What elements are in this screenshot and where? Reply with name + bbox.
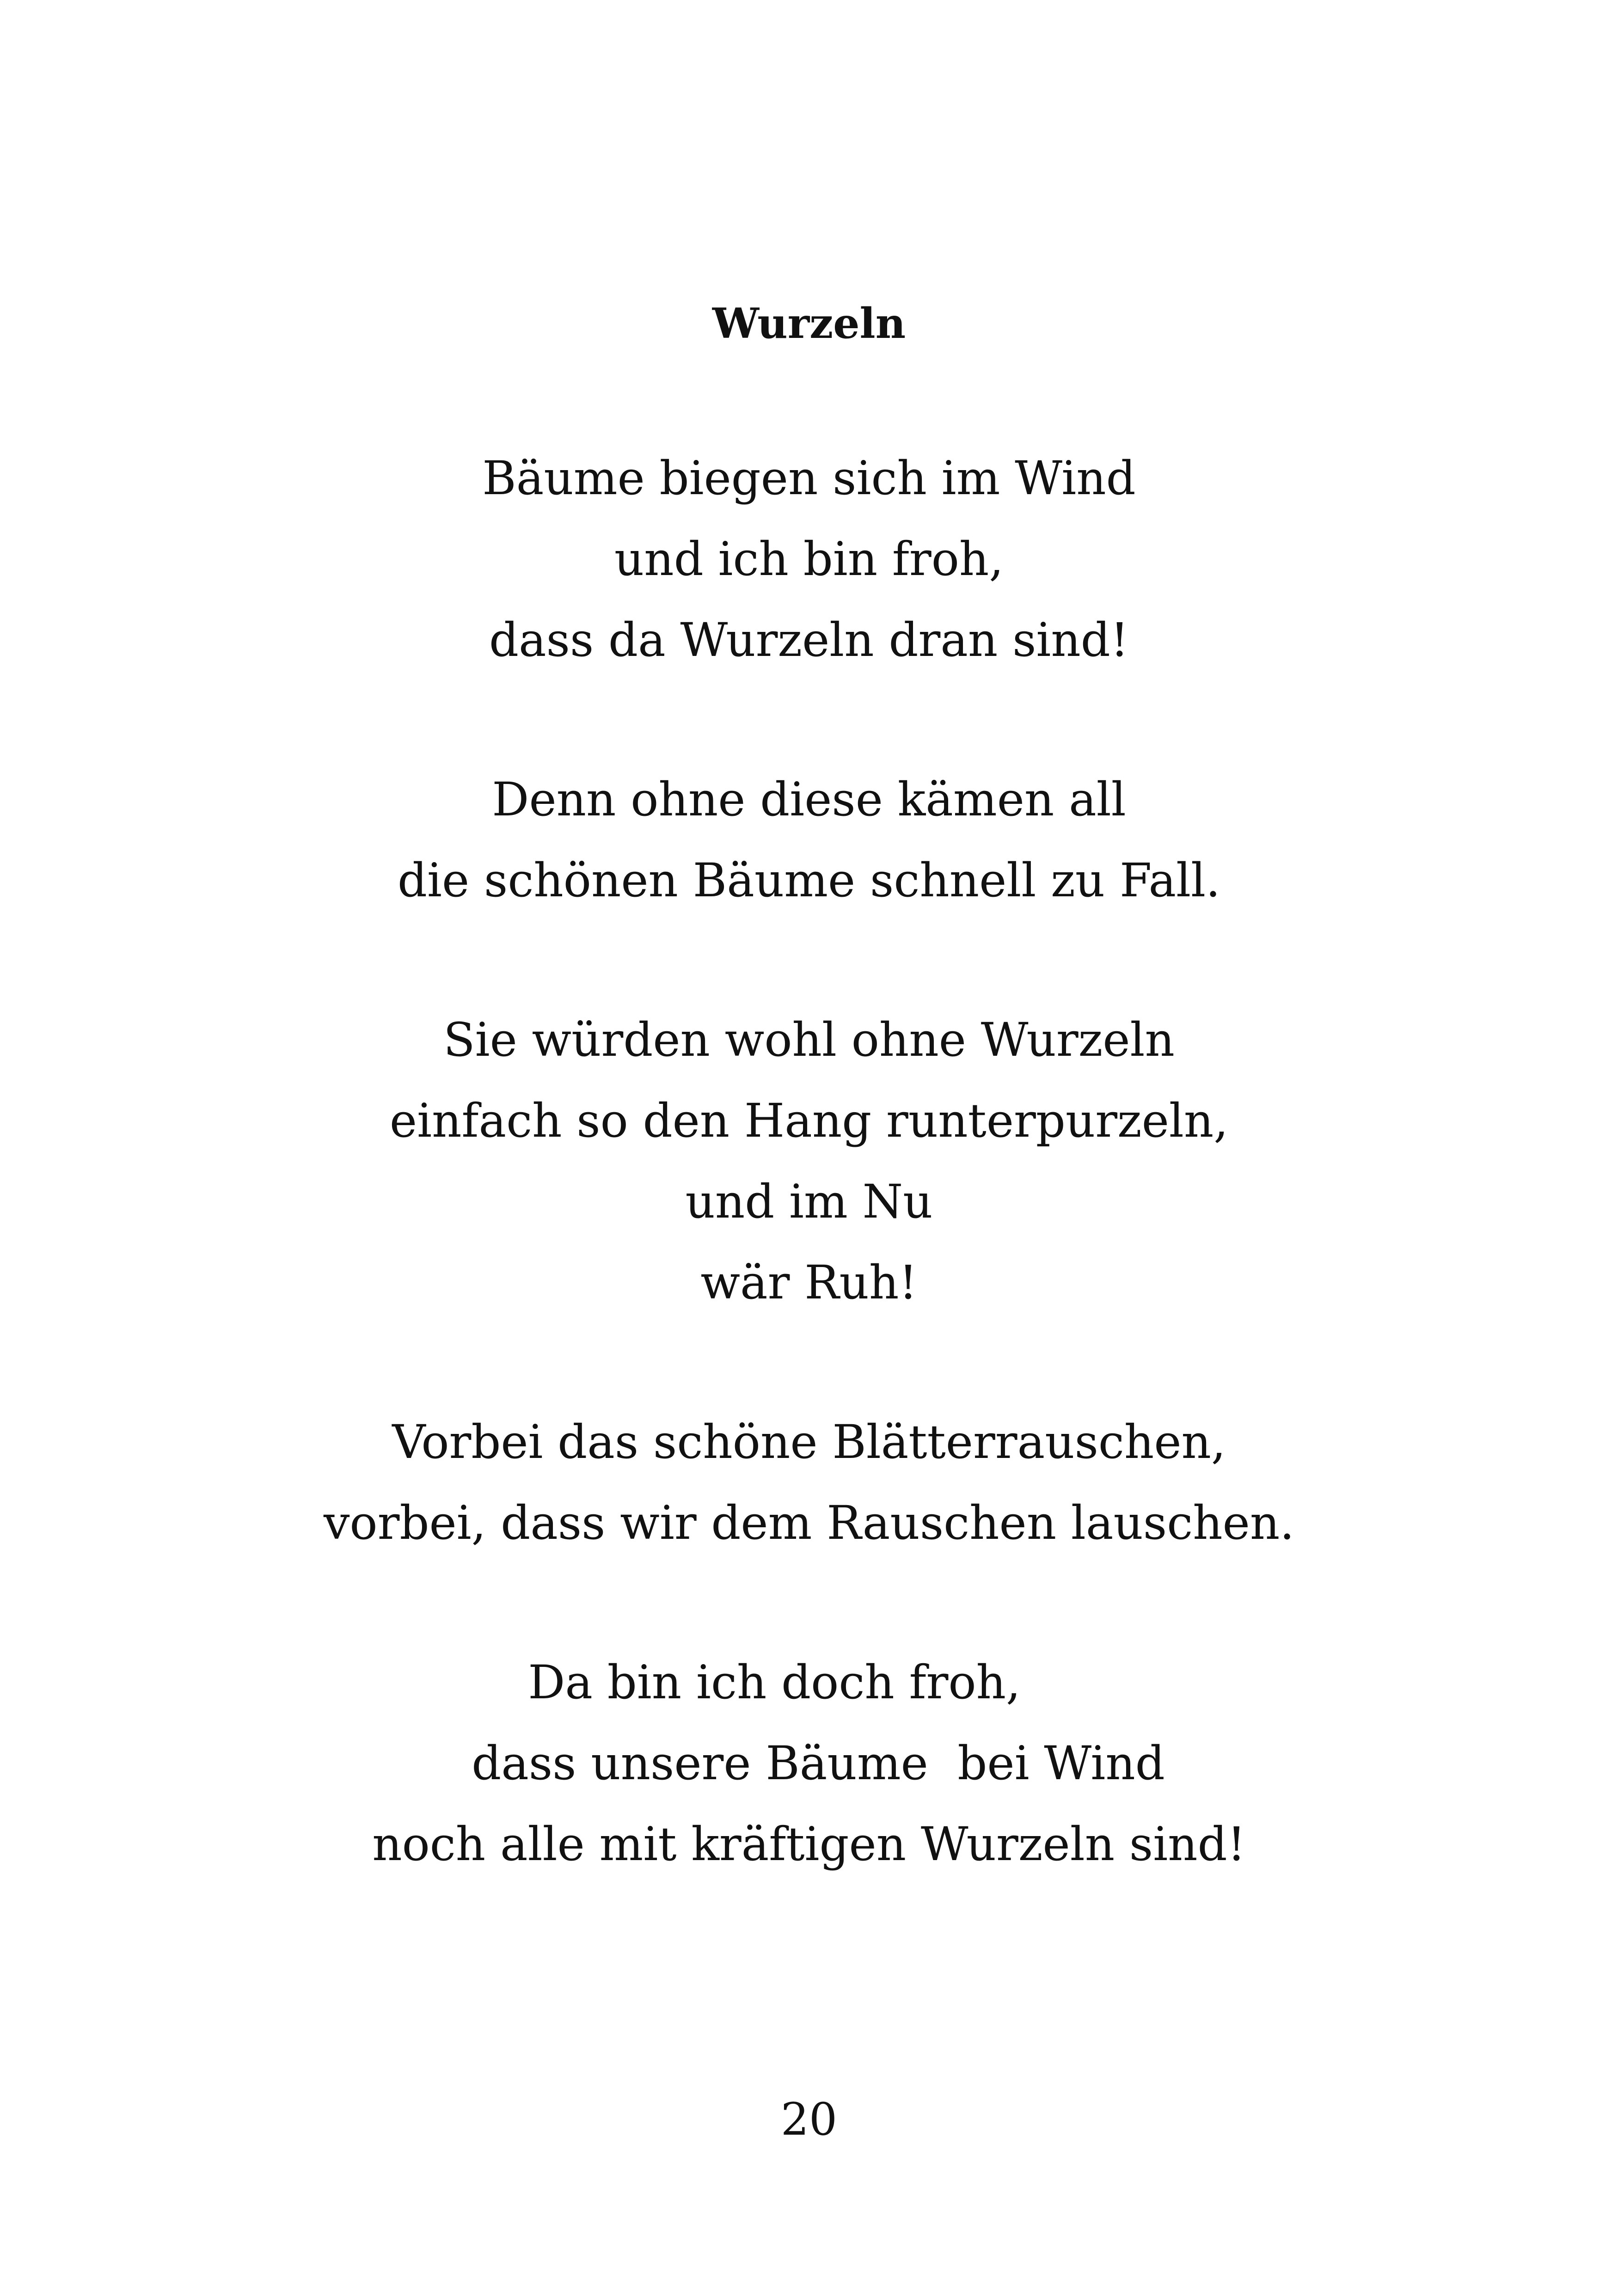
poem-line-3-1: Sie würden wohl ohne Wurzeln xyxy=(443,1013,1175,1067)
poem-line-3-3: und im Nu xyxy=(685,1175,933,1229)
page-number: 20 xyxy=(780,2094,838,2145)
poem-line-4-2: vorbei, dass wir dem Rauschen lauschen. xyxy=(323,1496,1295,1550)
poem-line-2-1: Denn ohne diese kämen all xyxy=(492,772,1126,827)
poem-line-5-2: dass unsere Bäume bei Wind xyxy=(472,1736,1165,1790)
poem-title: Wurzeln xyxy=(712,299,906,348)
poem-line-1-1: Bäume biegen sich im Wind xyxy=(482,451,1136,505)
poem-line-1-2: und ich bin froh, xyxy=(614,532,1004,586)
poem-line-1-3: dass da Wurzeln dran sind! xyxy=(489,613,1129,667)
poem-line-3-4: wär Ruh! xyxy=(700,1255,918,1310)
poem-line-4-1: Vorbei das schöne Blätterrauschen, xyxy=(392,1415,1226,1469)
poem-line-5-1: Da bin ich doch froh, xyxy=(528,1655,1021,1709)
poem-line-3-2: einfach so den Hang runterpurzeln, xyxy=(389,1094,1229,1148)
poem-line-5-3: noch alle mit kräftigen Wurzeln sind! xyxy=(372,1817,1246,1871)
poem-line-2-2: die schönen Bäume schnell zu Fall. xyxy=(398,853,1220,907)
